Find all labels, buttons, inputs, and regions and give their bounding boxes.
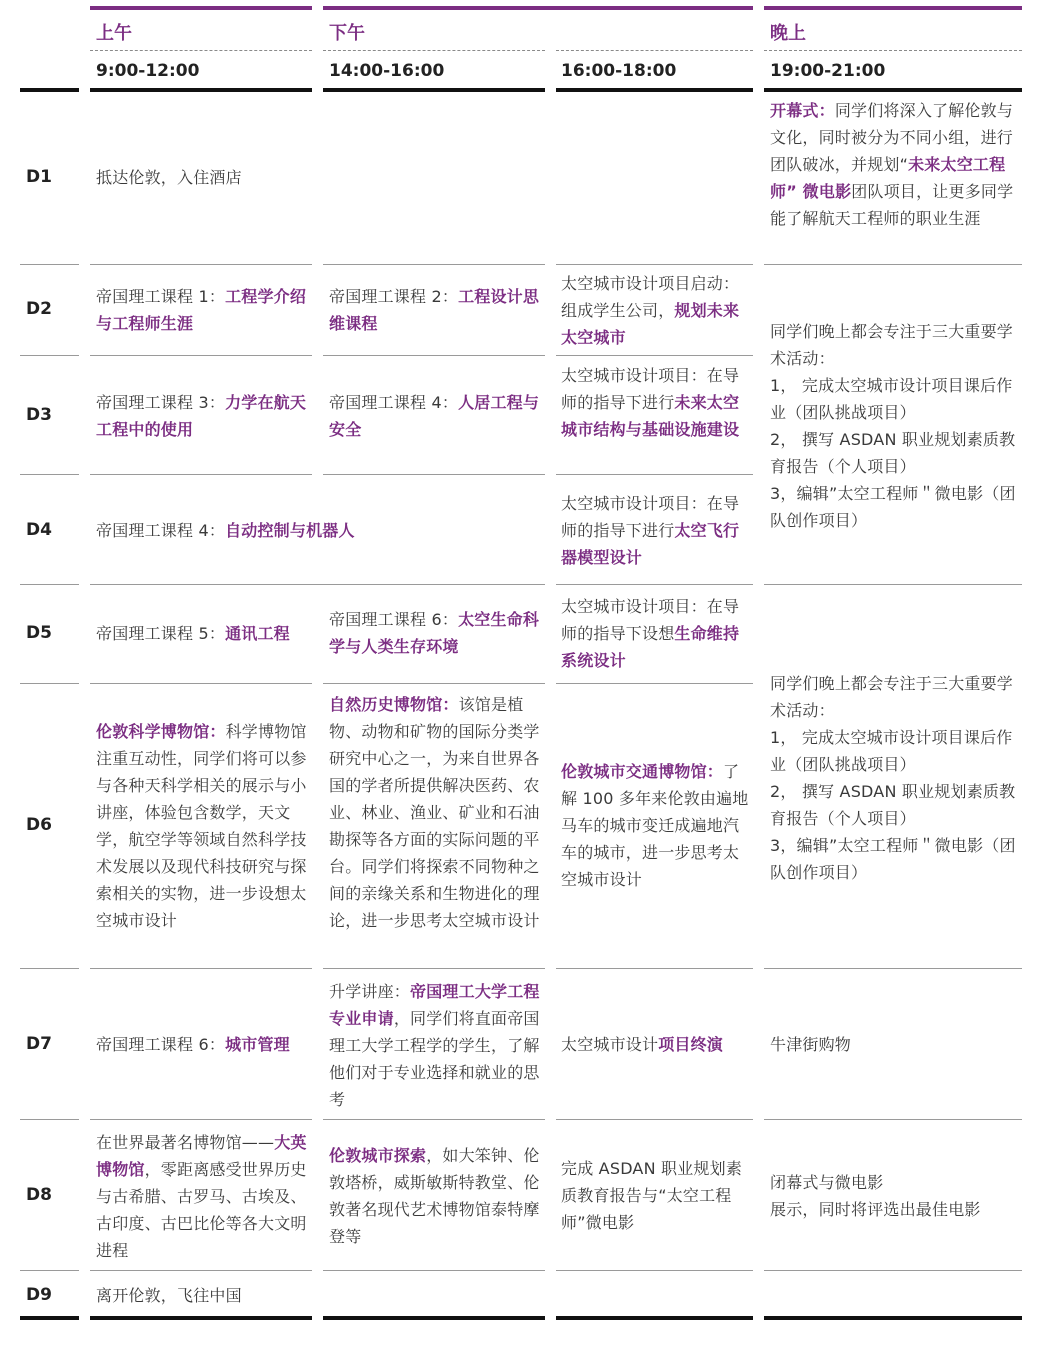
d1-opening-title: 开幕式： [770,101,835,120]
header-dash-4 [764,50,1022,51]
d8-british-museum: 大英博物馆 [96,1133,307,1179]
row-sep-d2 [323,355,545,356]
d8-city-explore-title: 伦敦城市探索 [329,1146,427,1165]
row-sep-d8 [90,1270,312,1271]
row-sep-d2 [90,355,312,356]
header-rule-1 [90,88,312,92]
day-label-d6: D6 [26,815,52,835]
d7-lecture-text: ，同学们将直面帝国理工大学工程学的学生，了解他们对于专业选择和就业的思考 [329,1009,540,1109]
row-sep-d5 [323,683,545,684]
row-sep-d6 [90,968,312,969]
time-slot-1: 9:00-12:00 [96,61,200,81]
d2-late-afternoon [561,270,753,351]
d2-project-title: 规划未来太空城市 [561,301,740,347]
d6-afternoon [329,691,545,934]
d8-afternoon [329,1142,545,1250]
day-label-d1: D1 [26,167,52,187]
d7-project-text: 太空城市设计 [561,1035,659,1054]
footer-rule-3 [556,1316,753,1320]
header-rule-2 [323,88,545,92]
d1-evening [770,97,1020,232]
footer-rule-label [20,1316,79,1320]
d3-project-title: 未来太空城市结构与基础设施建设 [561,393,740,439]
row-sep-d3 [90,474,312,475]
day-label-d4: D4 [26,520,52,540]
footer-rule-1 [90,1316,312,1320]
d3-course2-label: 帝国理工课程 4： [329,393,459,412]
row-sep-d4 [764,584,1022,585]
d8-city-explore-text: ，如大笨钟、伦敦塔桥，威斯敏斯特教堂、伦敦著名现代艺术博物馆泰特摩登等 [329,1146,540,1246]
d8-closing-line-1: 闭幕式与微电影 [770,1173,884,1192]
d5-late-afternoon [561,593,753,674]
header-rule-3 [556,88,753,92]
d2-afternoon [329,283,545,337]
row-sep-d1 [764,264,1022,265]
d6-science-museum-title: 伦敦科学博物馆： [96,722,226,741]
d7-late-afternoon [561,1031,753,1058]
d6-transport-museum-title: 伦敦城市交通博物馆： [561,762,724,781]
d8-museum-text-1: 在世界最著名博物馆—— [96,1133,275,1152]
row-sep-d1 [323,264,545,265]
row-sep-d1 [556,264,753,265]
d6-science-museum-text: 科学博物馆注重互动性，同学们将可以参与各种天科学相关的展示与小讲座，体验包含数学，天文学，航空学等领域自然科学技术发展以及现代科技研究与探索相关的实物，进一步设想太空城市设计 [96,722,307,930]
header-rule-4 [764,88,1022,92]
row-sep-d3 [20,474,79,475]
d2-course2-title: 工程设计思维课程 [329,287,540,333]
period-evening: 晚上 [770,23,806,44]
header-dash-1 [90,50,312,51]
d4-morning-afternoon [96,517,546,544]
row-sep-d1 [90,264,312,265]
header-bar-evening [764,6,1022,10]
evening-item-3: 3，编辑”太空工程师＂微电影（团队创作项目） [770,484,1016,530]
evening-block-1 [770,318,1020,534]
row-sep-d3 [556,474,753,475]
row-sep-d8 [20,1270,79,1271]
header-bar-afternoon [323,6,753,10]
d6-late-afternoon [561,758,753,893]
time-slot-3: 16:00-18:00 [561,61,677,81]
row-sep-d7 [556,1119,753,1120]
evening-item-2: 2， 撰写 ASDAN 职业规划素质教育报告（个人项目） [770,430,1016,476]
d6-transport-museum-text: 了解 100 多年来伦敦由遍地马车的城市变迁成遍地汽车的城市，进一步思考太空城市设计 [561,762,749,889]
row-sep-d6 [764,968,1022,969]
evening-block-2 [770,670,1020,886]
header-rule-label [20,88,79,92]
d1-film-project: 未来太空工程师” 微电影 [770,155,1006,201]
d4-project-text: 太空城市设计项目：在导师的指导下进行 [561,494,740,540]
row-sep-d4 [90,584,545,585]
day-label-d9: D9 [26,1285,52,1305]
d7-evening: 牛津街购物 [770,1035,852,1054]
d8-museum-text-2: ，零距离感受世界历史与古希腊、古罗马、古埃及、古印度、古巴比伦等各大文明进程 [96,1160,307,1260]
d2-project-text: 太空城市设计项目启动：组成学生公司， [561,274,740,320]
d1-morning: 抵达伦敦，入住酒店 [96,168,242,187]
d4-course-label: 帝国理工课程 4： [96,521,226,540]
header-dash-2 [323,50,545,51]
row-sep-d4 [20,584,79,585]
evening-item-1: 1， 完成太空城市设计项目课后作业（团队挑战项目） [770,376,1013,422]
d7-course-title: 城市管理 [225,1035,290,1054]
row-sep-d2 [556,355,753,356]
d7-lecture-label: 升学讲座： [329,982,411,1001]
time-slot-4: 19:00-21:00 [770,61,886,81]
d1-opening-text-2: 团队项目，让更多同学能了解航天工程师的职业生涯 [770,182,1014,228]
row-sep-d5 [20,683,79,684]
period-morning: 上午 [96,23,132,44]
time-slot-2: 14:00-16:00 [329,61,445,81]
d4-project-title: 太空飞行器模型设计 [561,521,740,567]
d8-evening [770,1169,1020,1223]
row-sep-d6 [323,968,545,969]
day-label-d3: D3 [26,405,52,425]
d2-morning [96,283,312,337]
row-sep-d6 [20,968,79,969]
row-sep-d2 [20,355,79,356]
d1-opening-text: 同学们将深入了解伦敦与文化，同时被分为不同小组，进行团队破冰，并规划“ [770,101,1014,174]
row-sep-d6 [556,968,753,969]
evening-intro-2: 同学们晚上都会专注于三大重要学术活动： [770,674,1014,720]
d2-course-label: 帝国理工课程 1： [96,287,226,306]
d7-lecture-title: 帝国理工大学工程专业申请 [329,982,540,1028]
d3-course-label: 帝国理工课程 3： [96,393,226,412]
d4-late-afternoon [561,490,753,571]
evening-item-3-b: 3，编辑”太空工程师＂微电影（团队创作项目） [770,836,1016,882]
footer-rule-4 [764,1316,1022,1320]
row-sep-d8 [323,1270,545,1271]
row-sep-d7 [323,1119,545,1120]
d5-course2-label: 帝国理工课程 6： [329,610,459,629]
d2-course2-label: 帝国理工课程 2： [329,287,459,306]
row-sep-d3 [323,474,545,475]
d6-nhm-text: 该馆是植物、动物和矿物的国际分类学研究中心之一，为来自世界各国的学者所提供解决医药、农业、林业、渔业、矿业和石油勘探等各方面的实际问题的平台。同学们将探索不同物种之间的亲缘关系和生物进化的理论，进一步思考太空城市设计 [329,695,540,930]
row-sep-d1 [20,264,79,265]
d5-afternoon [329,606,545,660]
d9-morning: 离开伦敦，飞往中国 [96,1286,242,1305]
row-sep-d7 [20,1119,79,1120]
row-sep-d5 [90,683,312,684]
d8-morning [96,1129,312,1264]
d3-morning [96,389,312,443]
d7-course-label: 帝国理工课程 6： [96,1035,226,1054]
d7-morning [96,1031,312,1058]
evening-intro: 同学们晚上都会专注于三大重要学术活动： [770,322,1014,368]
row-sep-d5 [556,683,753,684]
d5-morning [96,620,312,647]
d6-morning [96,718,312,934]
d8-late-afternoon: 完成 ASDAN 职业规划素质教育报告与“太空工程师”微电影 [561,1159,743,1232]
header-dash-3 [556,50,753,51]
period-afternoon: 下午 [329,23,365,44]
d3-late-afternoon [561,362,753,443]
d4-course-title: 自动控制与机器人 [225,521,355,540]
day-label-d7: D7 [26,1034,52,1054]
d7-afternoon [329,978,545,1113]
d5-project-text: 太空城市设计项目：在导师的指导下设想 [561,597,740,643]
d2-course-title: 工程学介绍与工程师生涯 [96,287,307,333]
d8-closing-line-2: 展示，同时将评选出最佳电影 [770,1200,981,1219]
d3-afternoon [329,389,545,443]
row-sep-d8 [556,1270,753,1271]
d5-course-label: 帝国理工课程 5： [96,624,226,643]
d3-course-title: 力学在航天工程中的使用 [96,393,307,439]
d3-course2-title: 人居工程与安全 [329,393,540,439]
evening-item-1-b: 1， 完成太空城市设计项目课后作业（团队挑战项目） [770,728,1013,774]
d7-project-title: 项目终演 [658,1035,724,1054]
header-bar-morning [90,6,312,10]
day-label-d5: D5 [26,623,52,643]
row-sep-d7 [90,1119,312,1120]
d5-course2-title: 太空生命科学与人类生存环境 [329,610,540,656]
d5-course-title: 通讯工程 [225,624,290,643]
row-sep-d8 [764,1270,1022,1271]
day-label-d8: D8 [26,1185,52,1205]
d5-project-title: 生命维持系统设计 [561,624,740,670]
footer-rule-2 [323,1316,545,1320]
d6-nhm-title: 自然历史博物馆： [329,695,459,714]
evening-item-2-b: 2， 撰写 ASDAN 职业规划素质教育报告（个人项目） [770,782,1016,828]
day-label-d2: D2 [26,299,52,319]
row-sep-d7 [764,1119,1022,1120]
d3-project-text: 太空城市设计项目：在导师的指导下进行 [561,366,740,412]
row-sep-d4 [556,584,753,585]
